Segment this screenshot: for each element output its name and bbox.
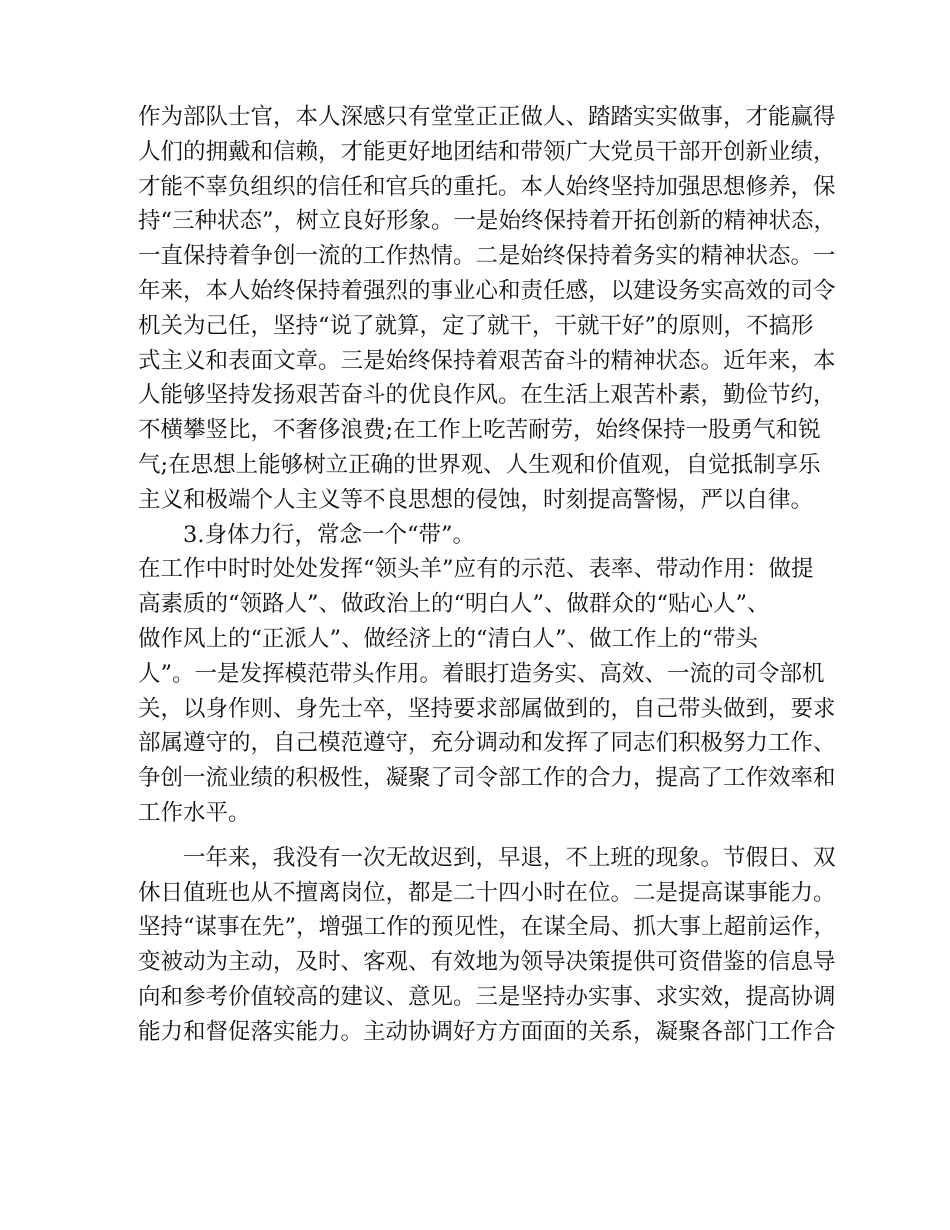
text-line: 人能够坚持发扬艰苦奋斗的优良作风。在生活上艰苦朴素，勤俭节约， — [138, 382, 836, 409]
text-line: 能力和督促落实能力。主动协调好方方面面的关系，凝聚各部门工作合 — [138, 1018, 836, 1045]
text-line: 机关为己任，坚持“说了就算，定了就干，干就干好”的原则，不搞形 — [138, 312, 814, 339]
text-line: 高素质的“领路人”、做政治上的“明白人”、做群众的“贴心人”、 — [138, 591, 770, 618]
paragraph-spacer — [138, 831, 828, 841]
text-line: 持“三种状态”，树立良好形象。一是始终保持着开拓创新的精神状态， — [138, 208, 837, 235]
text-line: 式主义和表面文章。三是始终保持着艰苦奋斗的精神状态。近年来，本 — [138, 347, 836, 374]
paragraph-attendance — [138, 841, 837, 1050]
text-line: 关，以身作则、身先士卒，坚持要求部属做到的，自己带头做到，要求 — [138, 695, 836, 722]
text-line: 作为部队士官，本人深感只有堂堂正正做人、踏踏实实做事，才能赢得 — [138, 104, 836, 130]
text-line: 才能不辜负组织的信任和官兵的重托。本人始终坚持加强思想修养，保 — [138, 173, 836, 200]
paragraph-leadership — [138, 552, 836, 830]
text-line: 年来，本人始终保持着强烈的事业心和责任感，以建设务实高效的司令 — [138, 277, 836, 304]
text-line: 向和参考价值较高的建议、意见。三是坚持办实事、求实效，提高协调 — [138, 983, 836, 1010]
text-line: 工作水平。 — [138, 799, 251, 826]
text-line: 坚持“谋事在先”，增强工作的预见性，在谋全局、抓大事上超前运作， — [138, 914, 837, 941]
text-line: 气;在思想上能够树立正确的世界观、人生观和价值观，自觉抵制享乐 — [138, 451, 821, 478]
text-line: 做作风上的“正派人”、做经济上的“清白人”、做工作上的“带头 — [138, 625, 759, 652]
text-line: 部属遵守的，自己模范遵守，充分调动和发挥了同志们积极努力工作、 — [138, 730, 836, 757]
text-line: 一直保持着争创一流的工作热情。二是始终保持着务实的精神状态。一 — [138, 243, 836, 270]
text-line: 休日值班也从不擅离岗位，都是二十四小时在位。二是提高谋事能力。 — [138, 879, 836, 906]
document-body — [138, 100, 837, 1050]
text-line: 人”。一是发挥模范带头作用。着眼打造务实、高效、一流的司令部机 — [138, 660, 825, 687]
text-line: 一年来，我没有一次无故迟到，早退，不上班的现象。节假日、双 — [183, 844, 836, 871]
text-line: 不横攀竖比，不奢侈浪费;在工作上吃苦耐劳，始终保持一股勇气和锐 — [138, 417, 821, 444]
text-line: 在工作中时时处处发挥“领头羊”应有的示范、表率、带动作用：做提 — [138, 556, 814, 583]
text-line: 人们的拥戴和信赖，才能更好地团结和带领广大党员干部开创新业绩， — [138, 138, 836, 165]
section-heading: 3.身体力行，常念一个“带”。 — [183, 521, 475, 548]
paragraph-conduct — [138, 100, 837, 518]
text-line: 争创一流业绩的积极性，凝聚了司令部工作的合力，提高了工作效率和 — [138, 765, 836, 792]
text-line: 主义和极端个人主义等不良思想的侵蚀，时刻提高警惕，严以自律。 — [138, 486, 814, 513]
text-line: 变被动为主动，及时、客观、有效地为领导决策提供可资借鉴的信息导 — [138, 949, 836, 976]
